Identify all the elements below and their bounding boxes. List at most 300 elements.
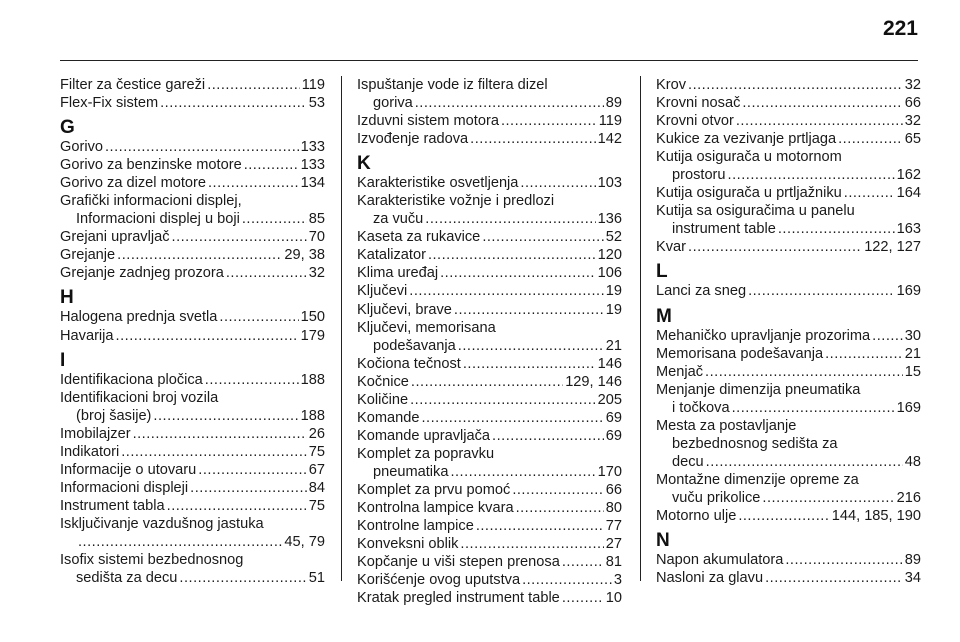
entry-page: 84 — [308, 479, 325, 496]
entry-line — [357, 409, 622, 427]
section-letter: H — [60, 287, 74, 309]
index-entry — [60, 327, 325, 345]
index-column-1 — [60, 76, 325, 587]
entry-line — [60, 228, 325, 246]
index-entry — [357, 589, 622, 607]
dot-leader — [738, 507, 829, 525]
index-entry — [357, 282, 622, 300]
entry-page: 66 — [904, 95, 921, 112]
entry-page: 21 — [605, 337, 622, 354]
entry-line — [656, 238, 921, 256]
entry-line — [357, 517, 622, 535]
entry-line — [60, 371, 325, 389]
dot-leader — [562, 553, 604, 571]
entry-page: 216 — [896, 489, 921, 506]
entry-page: 170 — [597, 463, 622, 480]
dot-leader — [522, 571, 612, 589]
entry-line — [60, 407, 325, 425]
entry-line — [357, 301, 622, 319]
entry-term: Mehaničko upravljanje prozorima — [656, 327, 871, 344]
index-entry — [357, 499, 622, 517]
entry-term: Grejanje — [60, 247, 116, 264]
index-entry — [60, 228, 325, 246]
entry-term: instrument table — [672, 221, 776, 238]
entry-line — [357, 373, 622, 391]
entry-term: Informacioni displej u boji — [76, 211, 240, 228]
entry-page: 67 — [308, 461, 325, 478]
entry-line — [357, 246, 622, 264]
entry-page: 188 — [300, 407, 325, 424]
dot-leader — [208, 174, 299, 192]
entry-line — [60, 308, 325, 326]
dot-leader — [121, 443, 307, 461]
entry-page: 162 — [896, 167, 921, 184]
dot-leader — [460, 535, 603, 553]
entry-term: Grejani upravljač — [60, 229, 170, 246]
entry-page: 133 — [300, 157, 325, 174]
entry-term: Gorivo — [60, 139, 103, 156]
index-entry — [357, 571, 622, 589]
index-entry — [60, 551, 325, 587]
entry-line — [60, 174, 325, 192]
entry-page: 144, 185, 190 — [831, 507, 921, 524]
entry-title-continued: bezbednosnog sedišta za — [672, 435, 838, 452]
dot-leader — [520, 174, 595, 192]
dot-leader — [762, 489, 894, 507]
dot-leader — [482, 228, 603, 246]
entry-line — [357, 210, 622, 228]
dot-leader — [172, 228, 307, 246]
entry-line — [357, 174, 622, 192]
entry-title: Grafički informacioni displej, — [60, 193, 242, 210]
entry-term: Komande — [357, 409, 420, 426]
column-divider — [640, 76, 641, 581]
entry-term: Memorisana podešavanja — [656, 345, 824, 362]
entry-page: 3 — [613, 572, 622, 589]
index-entry — [656, 282, 921, 300]
entry-line — [656, 489, 921, 507]
entry-line — [656, 112, 921, 130]
dot-leader — [198, 461, 306, 479]
entry-page: 65 — [904, 131, 921, 148]
entry-term: Krovni nosač — [656, 95, 741, 112]
entry-line — [60, 425, 325, 443]
entry-title: Montažne dimenzije opreme za — [656, 471, 859, 488]
dot-leader — [179, 569, 306, 587]
entry-term: vuču prikolice — [672, 489, 761, 506]
index-entry — [60, 389, 325, 425]
entry-line — [656, 94, 921, 112]
entry-page: 15 — [904, 363, 921, 380]
dot-leader — [160, 94, 307, 112]
entry-page: 19 — [605, 283, 622, 300]
entry-term: prostoru — [672, 167, 726, 184]
index-entry — [357, 553, 622, 571]
entry-line — [656, 453, 921, 471]
entry-line — [656, 282, 921, 300]
index-entry — [656, 202, 921, 238]
index-entry — [357, 130, 622, 148]
dot-leader — [736, 112, 903, 130]
entry-term: Indikatori — [60, 443, 120, 460]
entry-term: Ključevi, brave — [357, 301, 452, 318]
dot-leader — [785, 551, 902, 569]
entry-page: 34 — [904, 570, 921, 587]
entry-line — [60, 138, 325, 156]
entry-page: 45, 79 — [284, 533, 325, 550]
entry-line — [357, 94, 622, 112]
entry-page: 70 — [308, 229, 325, 246]
entry-page: 106 — [597, 265, 622, 282]
entry-term: Filter za čestice gareži — [60, 77, 206, 93]
dot-leader — [133, 425, 307, 443]
entry-page: 75 — [308, 497, 325, 514]
entry-line — [656, 327, 921, 345]
entry-page: 169 — [896, 399, 921, 416]
index-entry — [656, 184, 921, 202]
index-entry — [60, 497, 325, 515]
entry-line — [60, 479, 325, 497]
index-entry — [656, 363, 921, 381]
entry-term: Izduvni sistem motora — [357, 113, 499, 130]
entry-line — [656, 76, 921, 94]
entry-page: 103 — [597, 175, 622, 192]
index-entry — [60, 479, 325, 497]
dot-leader — [454, 301, 604, 319]
entry-term: goriva — [373, 95, 413, 112]
entry-page: 188 — [300, 371, 325, 388]
entry-line — [60, 443, 325, 461]
dot-leader — [501, 112, 597, 130]
entry-page: 142 — [597, 131, 622, 148]
entry-line — [60, 76, 325, 94]
index-entry — [357, 76, 622, 112]
entry-term: Kočiona tečnost — [357, 355, 461, 372]
entry-page: 134 — [300, 175, 325, 192]
index-entry — [60, 138, 325, 156]
index-entry — [357, 517, 622, 535]
entry-term: Gorivo za dizel motore — [60, 175, 206, 192]
section-letter: M — [656, 305, 672, 327]
dot-leader — [748, 282, 895, 300]
entry-term: Napon akumulatora — [656, 552, 784, 569]
column-divider — [341, 76, 342, 581]
section-letter: N — [656, 530, 670, 552]
index-entry — [357, 112, 622, 130]
dot-leader — [421, 409, 603, 427]
dot-leader — [105, 138, 299, 156]
section-letter: G — [60, 117, 75, 139]
entry-line — [357, 427, 622, 445]
entry-page: 52 — [605, 229, 622, 246]
section-letter: L — [656, 261, 668, 283]
entry-term: Lanci za sneg — [656, 283, 747, 300]
entry-page: 75 — [308, 443, 325, 460]
index-entry — [60, 94, 325, 112]
dot-leader — [116, 327, 299, 345]
entry-page: 89 — [605, 95, 622, 112]
entry-page: 179 — [300, 327, 325, 344]
entry-line — [60, 497, 325, 515]
entry-line — [357, 228, 622, 246]
dot-leader — [476, 517, 604, 535]
dot-leader — [226, 264, 307, 282]
entry-title: Identifikacioni broj vozila — [60, 389, 219, 406]
entry-line — [60, 569, 325, 587]
entry-term: Karakteristike osvetljenja — [357, 175, 519, 192]
entry-term: Klima uređaj — [357, 265, 439, 282]
entry-line — [357, 130, 622, 148]
entry-line — [656, 184, 921, 202]
entry-page: 29, 38 — [284, 247, 325, 264]
entry-title: Mesta za postavljanje — [656, 417, 797, 434]
index-entry — [357, 481, 622, 499]
dot-leader — [778, 220, 895, 238]
index-entry — [656, 112, 921, 130]
entry-page: 48 — [904, 453, 921, 470]
index-entry — [656, 551, 921, 569]
dot-leader — [153, 407, 298, 425]
entry-term: Konveksni oblik — [357, 536, 459, 553]
dot-leader — [838, 130, 903, 148]
entry-term: za vuču — [373, 211, 424, 228]
entry-line — [60, 327, 325, 345]
index-entry — [357, 409, 622, 427]
entry-term: Menjač — [656, 363, 704, 380]
entry-term: Kopčanje u viši stepen prenosa — [357, 554, 560, 571]
entry-page: 69 — [605, 409, 622, 426]
entry-page: 120 — [597, 247, 622, 264]
index-entry — [656, 381, 921, 417]
entry-title: Ispuštanje vode iz filtera dizel — [357, 77, 548, 93]
entry-page: 81 — [605, 554, 622, 571]
entry-line — [357, 553, 622, 571]
dot-leader — [117, 246, 282, 264]
entry-line — [656, 345, 921, 363]
dot-leader — [167, 497, 307, 515]
entry-term: Korišćenje ovog uputstva — [357, 572, 521, 589]
index-entry — [60, 192, 325, 228]
entry-term: (broj šasije) — [76, 407, 152, 424]
dot-leader — [872, 327, 903, 345]
dot-leader — [463, 355, 596, 373]
entry-title: Kutija osigurača u motornom — [656, 149, 842, 166]
entry-term: Ključevi — [357, 283, 408, 300]
index-entry — [357, 192, 622, 228]
dot-leader — [844, 184, 895, 202]
entry-line — [357, 589, 622, 607]
index-entry — [60, 156, 325, 174]
entry-term: i točkova — [672, 399, 730, 416]
index-entry — [656, 130, 921, 148]
entry-title: Isključivanje vazdušnog jastuka — [60, 515, 264, 532]
entry-term: Kočnice — [357, 373, 409, 390]
index-entry — [656, 327, 921, 345]
dot-leader — [205, 371, 299, 389]
index-entry — [357, 246, 622, 264]
entry-line — [357, 264, 622, 282]
entry-title: Komplet za popravku — [357, 445, 495, 462]
index-entry — [60, 371, 325, 389]
index-entry — [60, 515, 325, 551]
index-entry — [60, 76, 325, 94]
entry-page: 19 — [605, 301, 622, 318]
entry-page: 89 — [904, 552, 921, 569]
dot-leader — [706, 453, 903, 471]
dot-leader — [458, 337, 604, 355]
entry-line — [357, 337, 622, 355]
dot-leader — [415, 94, 604, 112]
section-letter: K — [357, 153, 371, 175]
entry-page: 80 — [605, 500, 622, 517]
index-entry — [60, 425, 325, 443]
dot-leader — [825, 345, 903, 363]
entry-term: Krovni otvor — [656, 113, 734, 130]
dot-leader — [219, 308, 298, 326]
entry-page: 205 — [597, 391, 622, 408]
entry-line — [60, 246, 325, 264]
entry-page: 129, 146 — [565, 373, 622, 390]
index-entry — [60, 246, 325, 264]
entry-page: 26 — [308, 425, 325, 442]
entry-line — [60, 533, 325, 551]
entry-term: Identifikaciona pločica — [60, 371, 203, 388]
index-entry — [357, 391, 622, 409]
index-entry — [357, 445, 622, 481]
dot-leader — [450, 463, 595, 481]
index-entry — [357, 355, 622, 373]
entry-term: decu — [672, 453, 704, 470]
entry-page: 66 — [605, 481, 622, 498]
dot-leader — [78, 533, 282, 551]
entry-term: Imobilajzer — [60, 425, 131, 442]
entry-term: Katalizator — [357, 247, 426, 264]
index-entry — [60, 461, 325, 479]
entry-page: 164 — [896, 185, 921, 202]
entry-term: Količine — [357, 391, 409, 408]
entry-term: Kratak pregled instrument table — [357, 590, 560, 607]
entry-line — [357, 282, 622, 300]
section-letter: I — [60, 349, 66, 371]
index-entry — [357, 427, 622, 445]
entry-page: 122, 127 — [864, 239, 921, 256]
index-entry — [656, 417, 921, 471]
dot-leader — [512, 481, 603, 499]
index-entry — [60, 174, 325, 192]
entry-term: sedišta za decu — [76, 570, 178, 587]
dot-leader — [428, 246, 596, 264]
index-entry — [656, 569, 921, 587]
entry-term: Nasloni za glavu — [656, 570, 764, 587]
entry-line — [357, 499, 622, 517]
dot-leader — [470, 130, 595, 148]
entry-page: 119 — [598, 113, 622, 130]
entry-line — [357, 355, 622, 373]
entry-page: 30 — [904, 327, 921, 344]
index-entry — [656, 94, 921, 112]
entry-line — [60, 264, 325, 282]
entry-line — [656, 569, 921, 587]
index-entry — [357, 301, 622, 319]
dot-leader — [492, 427, 604, 445]
entry-page: 119 — [301, 77, 325, 93]
page-number: 221 — [882, 17, 918, 40]
dot-leader — [732, 399, 895, 417]
index-entry — [60, 308, 325, 326]
entry-term: Motorno ulje — [656, 507, 737, 524]
entry-page: 163 — [896, 221, 921, 238]
index-column-2 — [357, 76, 622, 607]
dot-leader — [190, 479, 307, 497]
index-entry — [357, 228, 622, 246]
entry-page: 27 — [605, 536, 622, 553]
entry-line — [656, 507, 921, 525]
dot-leader — [244, 156, 299, 174]
dot-leader — [705, 363, 903, 381]
index-column-3 — [656, 76, 921, 587]
entry-term: Havarija — [60, 327, 114, 344]
index-entry — [357, 373, 622, 391]
entry-page: 32 — [904, 113, 921, 130]
entry-page: 32 — [308, 265, 325, 282]
dot-leader — [742, 94, 902, 112]
entry-page: 10 — [605, 590, 622, 607]
entry-title: Kutija sa osiguračima u panelu — [656, 203, 855, 220]
entry-page: 77 — [605, 518, 622, 535]
index-entry — [656, 507, 921, 525]
entry-term: Kukice za vezivanje prtljaga — [656, 131, 837, 148]
entry-line — [656, 399, 921, 417]
entry-line — [357, 463, 622, 481]
dot-leader — [409, 282, 603, 300]
index-entry — [60, 264, 325, 282]
entry-page: 169 — [896, 283, 921, 300]
entry-term: Gorivo za benzinske motore — [60, 157, 242, 174]
header-rule — [60, 60, 918, 61]
dot-leader — [728, 166, 895, 184]
entry-page: 150 — [300, 309, 325, 326]
entry-term: Kontrolna lampice kvara — [357, 500, 514, 517]
entry-term: Krov — [656, 77, 687, 93]
index-entry — [656, 76, 921, 94]
entry-page: 136 — [597, 211, 622, 228]
index-entry — [357, 319, 622, 355]
entry-term: Kaseta za rukavice — [357, 229, 481, 246]
entry-term: Instrument tabla — [60, 497, 165, 514]
entry-page: 85 — [308, 211, 325, 228]
entry-line — [357, 481, 622, 499]
index-entry — [357, 535, 622, 553]
dot-leader — [440, 264, 596, 282]
entry-term: Grejanje zadnjeg prozora — [60, 265, 224, 282]
dot-leader — [425, 210, 595, 228]
entry-line — [60, 210, 325, 228]
dot-leader — [688, 76, 903, 94]
entry-line — [656, 551, 921, 569]
entry-term: Kvar — [656, 239, 687, 256]
index-entry — [357, 174, 622, 192]
dot-leader — [765, 569, 903, 587]
entry-term: Komplet za prvu pomoć — [357, 481, 511, 498]
entry-term: pneumatika — [373, 463, 449, 480]
entry-line — [656, 130, 921, 148]
entry-page: 51 — [308, 570, 325, 587]
entry-line — [357, 571, 622, 589]
dot-leader — [242, 210, 307, 228]
entry-line — [60, 156, 325, 174]
entry-line — [656, 166, 921, 184]
dot-leader — [562, 589, 604, 607]
